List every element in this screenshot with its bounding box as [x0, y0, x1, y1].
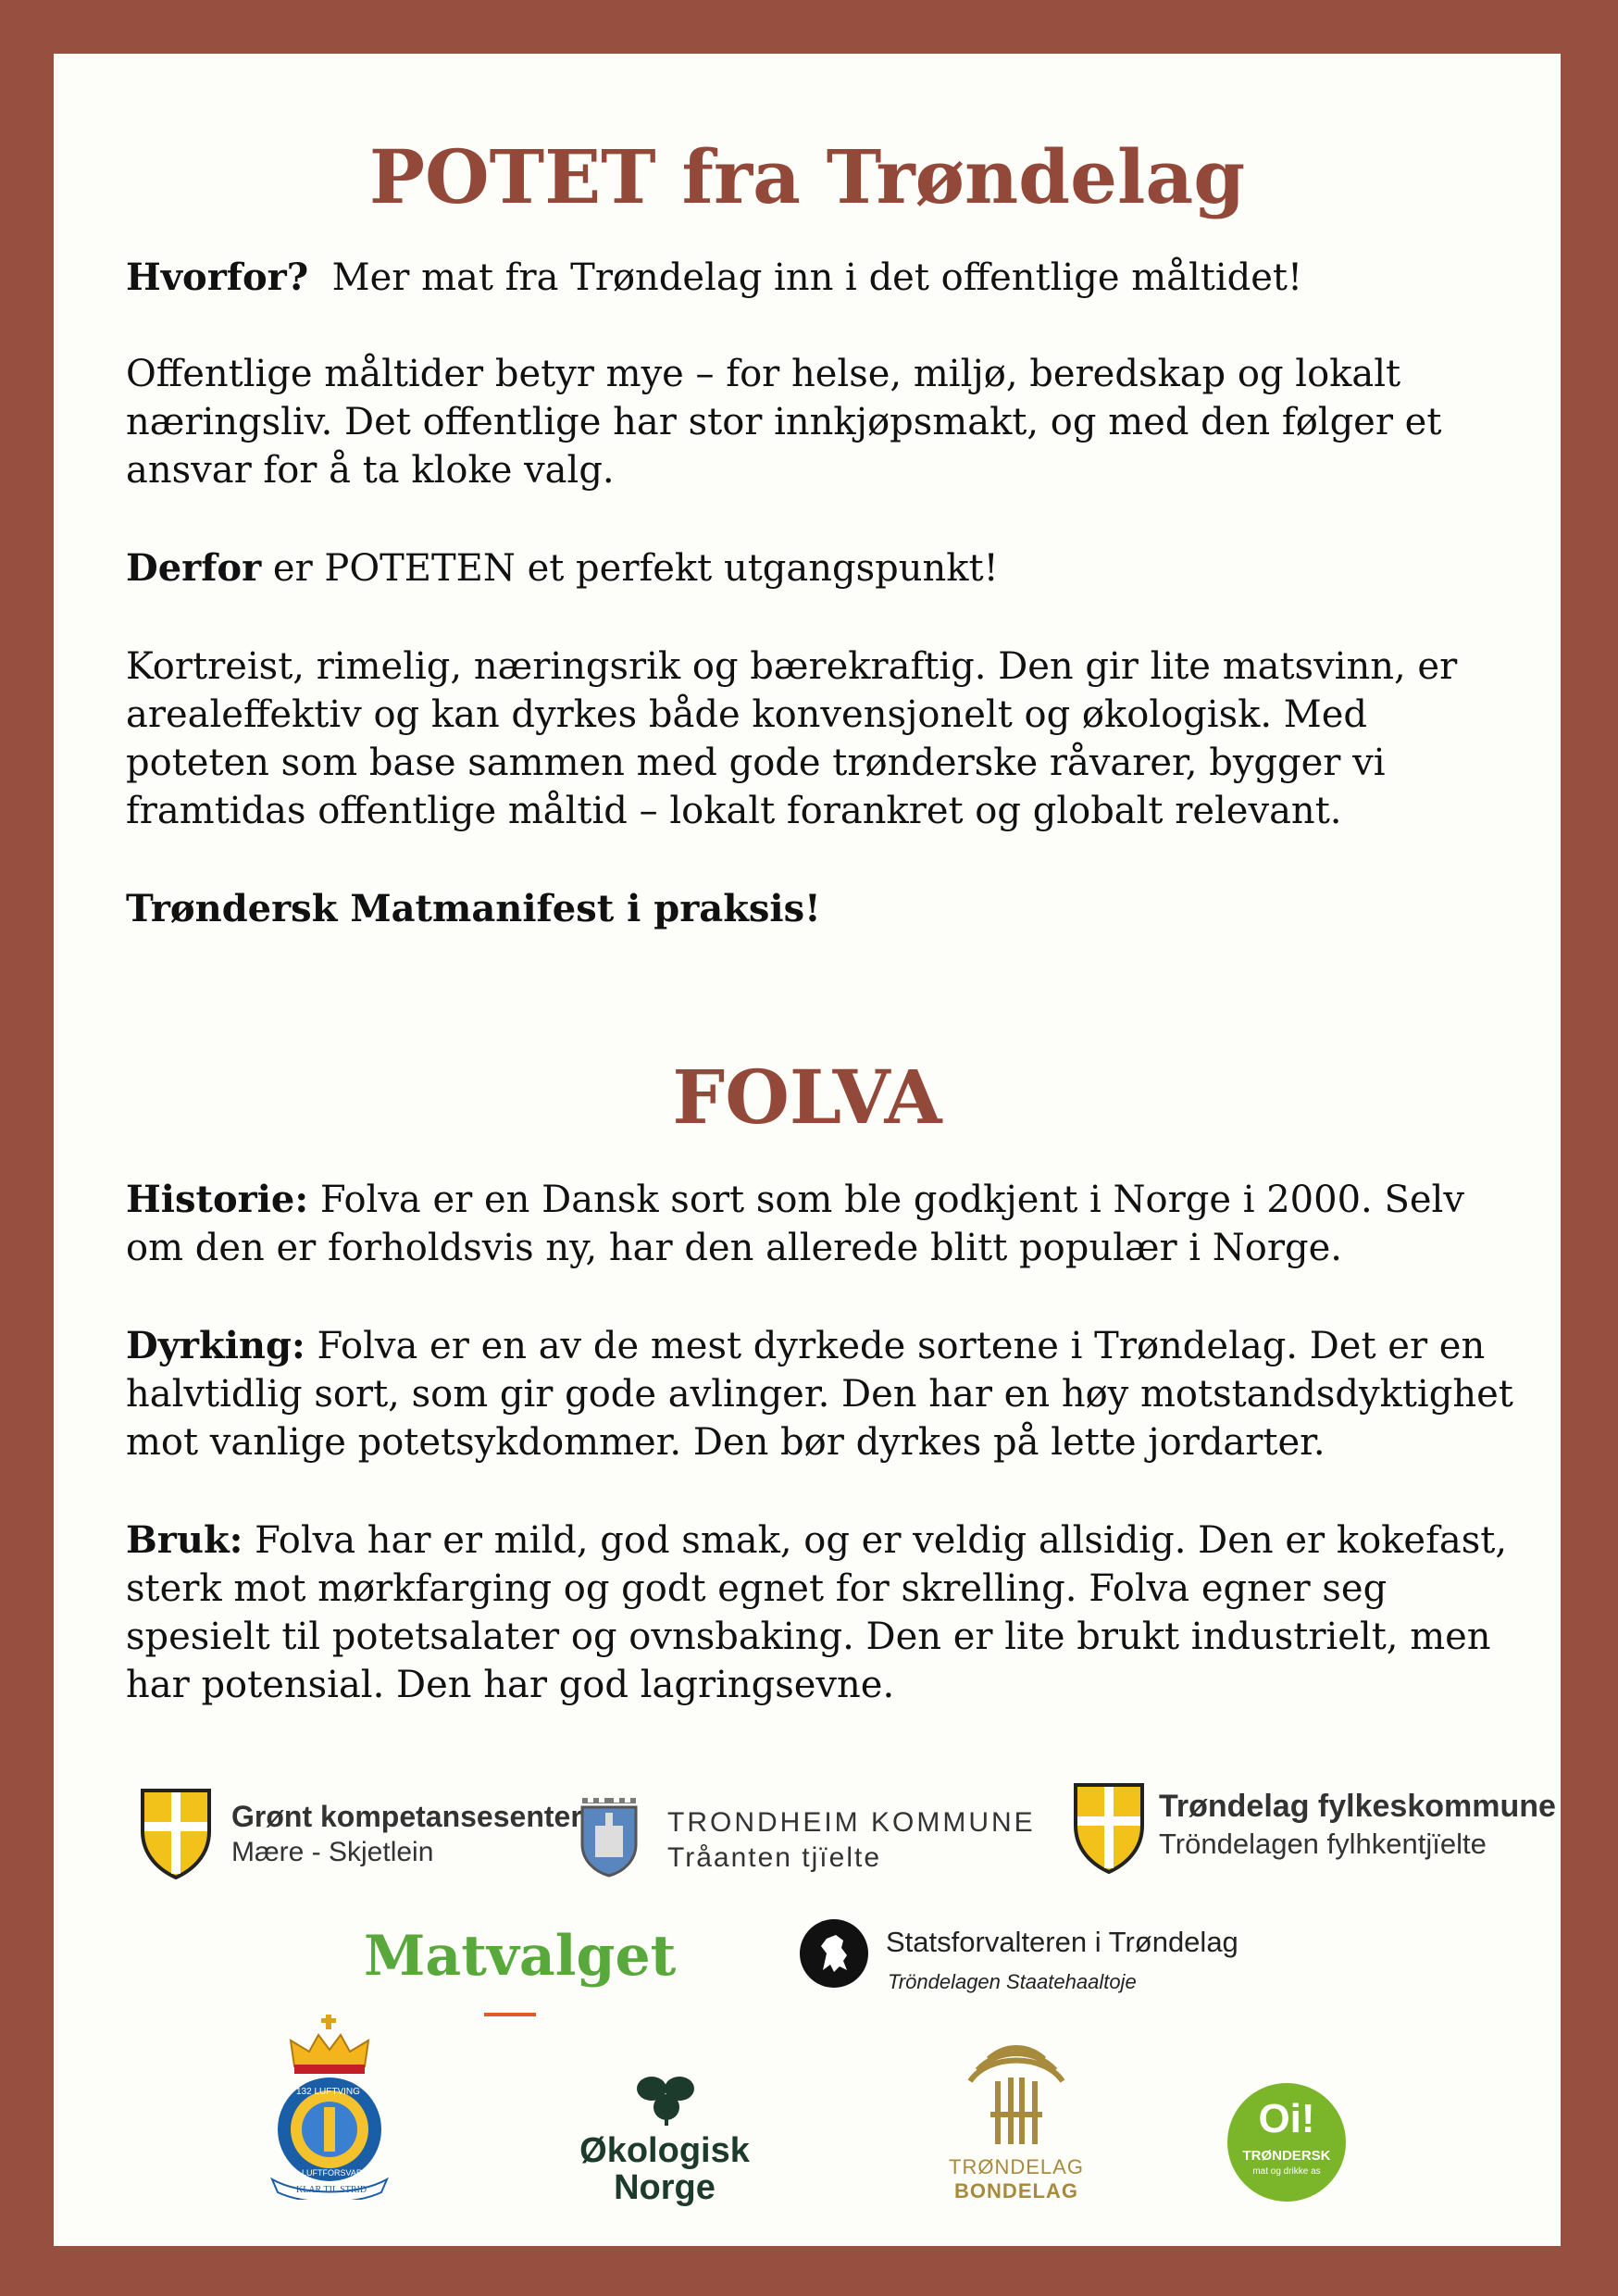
logo-trondelag-bondelag — [924, 2044, 1109, 2202]
section-title-folva: FOLVA — [672, 1054, 942, 1141]
manifest-text: Trøndersk Matmanifest i praksis! — [126, 887, 821, 930]
bondelag-line2: BONDELAG — [954, 2179, 1078, 2202]
coat-of-arms-icon — [1072, 1781, 1146, 1874]
logo-oi-trondersk — [1227, 2083, 1348, 2203]
benefits-paragraph: Kortreist, rimelig, næringsrik og bærekraftig. Den gir lite matsvinn, er arealeffektiv og kan dyrkes både konvensjonelt og økologisk. Med poteten som base sammen med gode trønderske råvarer, bygger vi framtidas offentlige måltid – lokalt forankret og globalt relevant. — [126, 645, 1458, 832]
matvalget-wordmark: Matvalget — [364, 1924, 677, 1989]
intro-paragraph: Offentlige måltider betyr mye – for helse, miljø, beredskap og lokalt næringsliv. Det offentlige har stor innkjøpsmakt, og med den følger et ansvar for å ta kloke valg. — [126, 353, 1442, 492]
dyrking-text: Folva er en av de mest dyrkede sortene i Trøndelag. Det er en halvtidlig sort, som gir gode avlinger. Den har en høy motstandsdyktighet mot vanlige potetsykdommer. Den bør dyrkes på lette jordarter. — [126, 1325, 1513, 1464]
oi-tagline: mat og drikke as — [1252, 2166, 1321, 2177]
bruk-label: Bruk: — [126, 1518, 243, 1562]
matvalget-underline — [484, 2013, 536, 2016]
logo-fylke-line2: Tröndelagen fylhkentjïelte — [1159, 1828, 1487, 1860]
bruk-text: Folva har er mild, god smak, og er veldig allsidig. Den er kokefast, sterk mot mørkfarging og godt egnet for skrelling. Folva egner seg spesielt til potetsalater og ovnsbaking. Den er lite brukt industrielt, men har potensial. Den har god lagringsevne. — [126, 1519, 1508, 1706]
historie-paragraph — [126, 1176, 1514, 1272]
historie-text: Folva er en Dansk sort som ble godkjent i Norge i 2000. Selv om den er forholdsvis ny, har den allerede blitt populær i Norge. — [126, 1179, 1464, 1269]
logo-gront-kompetansesenter — [139, 1787, 582, 1879]
okologisk-line1: Økologisk — [579, 2131, 750, 2170]
derfor-text: er POTETEN et perfekt utgangspunkt! — [272, 547, 999, 590]
oi-name: TRØNDERSK — [1242, 2148, 1331, 2164]
logo-statsforvalter-line2: Tröndelagen Staatehaaltoje — [888, 1970, 1137, 1993]
luftving-ring-bottom: LUFTFORSVARET — [302, 2168, 373, 2177]
bondelag-line1: TRØNDELAG — [949, 2155, 1084, 2178]
luftving-banner: KLAR TIL STRID — [296, 2185, 367, 2195]
coat-of-arms-icon — [139, 1787, 213, 1879]
bruk-paragraph — [126, 1516, 1514, 1709]
logo-statsforvalteren — [799, 1915, 1317, 2016]
page-title: POTET fra Trøndelag — [368, 133, 1246, 220]
wheat-arch-icon — [961, 2044, 1072, 2146]
derfor-paragraph — [126, 544, 1514, 593]
logo-statsforvalter-line1: Statsforvalteren i Trøndelag — [886, 1926, 1238, 1958]
logo-132-luftving — [265, 2015, 394, 2200]
logo-gronn-line2: Mære - Skjetlein — [231, 1837, 434, 1867]
dyrking-paragraph — [126, 1322, 1514, 1466]
hvorfor-label: Hvorfor? — [126, 256, 309, 299]
poster-sheet — [54, 54, 1561, 2246]
oi-mark: Oi! — [1258, 2096, 1315, 2141]
manifest-line — [126, 885, 1514, 933]
luftving-ring-top: 132 LUFTVING — [296, 2087, 360, 2097]
hvorfor-text: Mer mat fra Trøndelag inn i det offentlige måltidet! — [331, 256, 1303, 299]
logo-okologisk-norge — [572, 2072, 757, 2207]
hvorfor-paragraph — [126, 254, 1514, 302]
derfor-label: Derfor — [126, 546, 262, 590]
logo-trondheim-kommune — [577, 1794, 1058, 1883]
clover-leaf-icon — [629, 2072, 703, 2128]
logo-matvalget — [364, 1924, 678, 2026]
okologisk-line2: Norge — [614, 2168, 716, 2207]
lion-emblem-icon — [799, 1918, 869, 1989]
logo-trondheim-line2: Tråanten tjïelte — [667, 1842, 881, 1873]
logo-trondheim-line1: TRONDHEIM KOMMUNE — [667, 1807, 1036, 1838]
logo-trondelag-fylkeskommune — [1072, 1781, 1556, 1874]
historie-label: Historie: — [126, 1178, 309, 1221]
logo-gronn-line1: Grønt kompetansesenter — [231, 1800, 582, 1833]
trondheim-crest-icon — [577, 1794, 641, 1878]
logo-fylke-line1: Trøndelag fylkeskommune — [1159, 1789, 1556, 1824]
dyrking-label: Dyrking: — [126, 1324, 305, 1367]
